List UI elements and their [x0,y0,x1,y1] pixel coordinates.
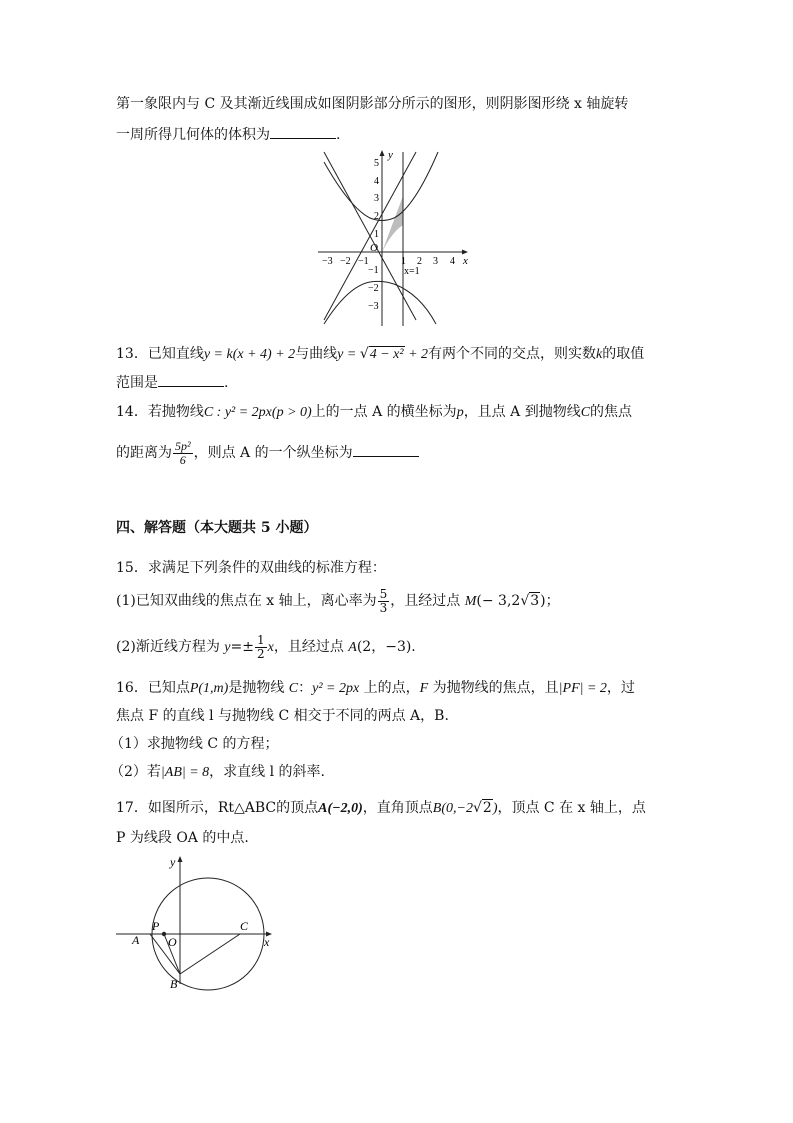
q16-line1 [116,678,635,699]
x-axis-arrow [462,250,468,255]
q16-text: ，求直线 l 的斜率. [209,764,325,780]
section-heading: 四、解答题（本大题共 5 小题） [116,520,318,536]
q15-text: (2)渐近线方程为 [116,639,225,655]
q14-line1 [116,402,632,423]
q14-text: 的距离为 [116,445,172,461]
x-tick: 1 [401,256,406,267]
A-label: A [132,933,140,947]
q15-eq: =± [230,639,254,655]
q13-curve-y: y = [337,347,360,362]
y-tick: −2 [368,283,379,294]
q15-title: 15．求满足下列条件的双曲线的标准方程： [116,560,386,576]
y-tick: 2 [374,211,379,222]
x-axis-label: x [463,255,468,267]
y-label: y [170,855,176,869]
q13-line2 [116,372,228,393]
q13-line1: 13．已知直线y = k(x + 4) + 2与曲线y = √4 − x² + 2有两个不同的交点，则实数k的取值 [116,346,645,362]
q16-line2: 焦点 F 的直线 l 与抛物线 C 相交于不同的两点 A，B. [116,708,449,724]
q16-AB: |AB| = 8 [160,765,210,780]
q15-root: 3 [530,593,540,609]
q14-parabola: C : y² = 2px(p > 0) [203,405,312,420]
x-tick: −2 [340,256,351,267]
q17-line2: P 为线段 OA 的中点. [116,830,249,846]
y-tick: −3 [368,301,379,312]
x-label: x [264,935,270,949]
q12-line2-end: . [336,127,341,143]
q14-text: ，且点 A 到抛物线 [463,404,581,420]
q17-B: B(0,−2 [432,801,473,816]
q16-text: ，过 [606,680,635,696]
q16-parabola: y² = 2px [312,681,360,696]
q13-text: 有两个不同的交点，则实数 [428,346,597,362]
q14-text: ，则点 A 的一个纵坐标为 [193,445,353,461]
segment-BC [180,934,240,974]
q15-text: ，且经过点 [273,639,349,655]
q12-line2 [116,124,340,145]
q17-line1: 17．如图所示，Rt△ABC的顶点A(−2,0)，直角顶点B(0,−2√2)，顶点 C 在 x 轴上，点 [116,800,646,816]
q17-root: 2 [482,800,492,816]
fraction-numerator: 5p² [175,438,191,453]
q16-F: F [419,681,429,696]
y-tick: 3 [374,193,379,204]
x-tick: 4 [450,256,455,267]
P-label: P [152,919,160,933]
q13-curve-root: 4 − x² [369,347,404,362]
y-axis-arrow [380,150,385,156]
point-P [162,932,166,936]
answer-blank [353,442,419,457]
q16-text: （2）若 [110,764,161,780]
q15-text: ，且经过点 [390,593,465,609]
hyperbola-lower [324,281,436,324]
q13-line-equation: y = k(x + 4) + 2 [203,347,296,362]
fraction-denominator: 3 [379,600,388,615]
q14-line2 [116,438,419,468]
x-tick: −1 [358,256,369,267]
y-axis-label: y [388,149,393,161]
B-label: B [170,977,178,991]
x-tick: 3 [433,256,438,267]
q15-point: (2，−3). [356,639,416,655]
q15-y: y [224,640,231,655]
hyperbola-upper [324,152,438,221]
answer-blank [158,372,224,387]
x-tick-labels [322,256,455,267]
q15-A: A [348,640,357,655]
q16-sub2 [110,762,325,783]
q12-line2-text: 一周所得几何体的体积为 [116,127,270,143]
q14-C: C [580,405,591,420]
q15-M: M [464,594,477,609]
q17-triangle: Rt△ABC [217,800,277,816]
q14-p: p [456,405,464,420]
q15-part2 [116,632,416,663]
x-tick: 2 [417,256,422,267]
q16-text: 是抛物线 [228,680,289,696]
q14-text: 上的一点 A 的横坐标为 [311,404,457,420]
q15-fraction [378,588,390,615]
q15-point: (− 3,2 [476,593,521,609]
q15-text: (1)已知双曲线的焦点在 x 轴上，离心率为 [116,593,377,609]
q15-fraction [255,634,267,661]
y-tick: 5 [374,158,379,169]
hyperbola-figure [312,148,477,328]
circle-triangle-figure [112,852,282,997]
q16-text: 为抛物线的焦点，且 [428,680,559,696]
line-x1-label: x=1 [404,266,420,277]
q15-x: x [267,640,274,655]
q15-text: )； [540,593,560,609]
q16-C: C [288,681,299,696]
q13-k: k [596,347,603,362]
O-label: O [168,935,177,949]
shaded-region [382,196,403,252]
q13-curve-tail: + 2 [404,347,429,362]
y-tick: 4 [374,176,379,187]
q17-text: 的顶点 [276,800,319,816]
answer-blank [270,124,336,139]
q13-number: 13．已知直线 [116,346,204,362]
fraction-denominator: 6 [179,452,186,467]
q13-text: 与曲线 [295,346,338,362]
fraction-denominator: 2 [256,646,265,661]
q17-B-end: ) [492,801,498,816]
q17-number: 17．如图所示， [116,800,218,816]
x-tick: −3 [322,256,333,267]
C-label: C [240,919,249,933]
y-tick: 1 [374,229,379,240]
q16-text: 上的点， [359,680,420,696]
q13-text: 的取值 [602,346,645,362]
q16-number: 16．已知点 [116,680,190,696]
q14-fraction [173,440,193,467]
q16-P: P(1,m) [189,681,229,696]
q17-text: ，顶点 C 在 x 轴上，点 [497,800,646,816]
q13-end: . [224,375,229,391]
q16-PF: |PF| = 2 [558,681,607,696]
q14-text: 的焦点 [590,404,633,420]
q15-part1: (1)已知双曲线的焦点在 x 轴上，离心率为 $\frac{5}{3}$ ，且经过点 M(− 3,2√3)； [116,586,560,615]
q13-text: 范围是 [116,375,158,391]
q17-A: A(−2,0) [318,801,363,816]
fraction-numerator: 1 [256,632,265,647]
q17-text: ，直角顶点 [362,800,433,816]
q16-sub1: （1）求抛物线 C 的方程； [110,736,279,752]
q12-line1: 第一象限内与 C 及其渐近线围成如图阴影部分所示的图形，则阴影图形绕 x 轴旋转 [116,96,629,112]
fraction-numerator: 5 [379,586,388,601]
y-axis-arrow [178,856,183,862]
q16-text: ： [298,680,313,696]
y-tick: −1 [368,265,379,276]
q14-number: 14．若抛物线 [116,404,204,420]
origin-label: O [370,242,378,254]
